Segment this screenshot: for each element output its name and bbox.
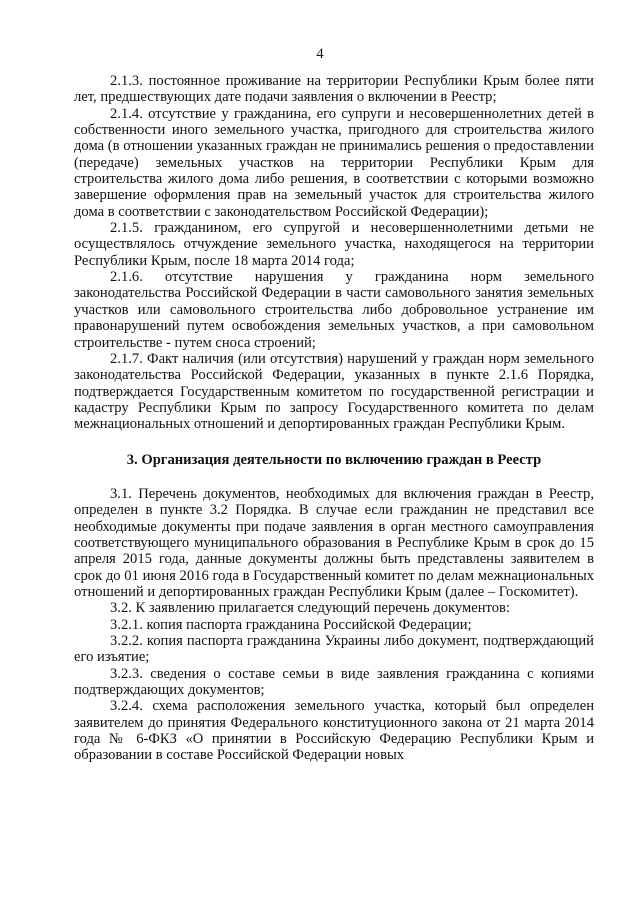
paragraph-2-1-4: 2.1.4. отсутствие у гражданина, его супруги и несовершеннолетних детей в собственности иного земельного участка, пригодного для строительства жилого дома (в отношении указанных граждан не принимались решения о предоставлении (передаче) земельных участков на территории Республики Крым для строительства жилого дома либо решения, в соответствии с которыми возможно завершение оформления прав на земельный участок для строительства жилого дома в соответствии с законодательством Российской Федерации); (74, 105, 594, 220)
paragraph-3-2-4: 3.2.4. схема расположения земельного участка, который был определен заявителем до принятия Федерального конституционного закона от 21 марта 2014 года № 6-ФКЗ «О принятии в Российскую Федерацию Республики Крым и образовании в составе Российской Федерации новых (74, 698, 594, 764)
paragraph-3-1: 3.1. Перечень документов, необходимых для включения граждан в Реестр, определен в пункте 3.2 Порядка. В случае если гражданин не представил все необходимые документы при подаче заявления в орган местного самоуправления соответствующего муниципального образования в Республике Крым в срок до 15 апреля 2015 года, данные документы должны быть представлены заявителем в срок до 01 июня 2016 года в Государственный комитет по делам межнациональных отношений и депортированных граждан Республики Крым (далее – Госкомитет). (74, 485, 594, 600)
section-heading: 3. Организация деятельности по включению граждан в Реестр (126, 451, 542, 468)
paragraph-3-2-3: 3.2.3. сведения о составе семьи в виде заявления гражданина с копиями подтверждающих документов; (74, 665, 594, 699)
paragraph-3-2-1: 3.2.1. копия паспорта гражданина Российской Федерации; (110, 616, 472, 633)
paragraph-3-2-2: 3.2.2. копия паспорта гражданина Украины либо документ, подтверждающий его изъятие; (74, 633, 594, 666)
paragraph-2-1-6: 2.1.6. отсутствие нарушения у гражданина норм земельного законодательства Российской Федерации в части самовольного занятия земельных участков или самовольного строительства либо добровольное устранение им правонарушений путем освобождения земельных участков, а при самовольном строительстве - путем сноса строений; (74, 269, 594, 351)
paragraph-2-1-5: 2.1.5. гражданином, его супругой и несовершеннолетними детьми не осуществлялось отчуждение земельного участка, находящегося на территории Республики Крым, после 18 марта 2014 года; (74, 220, 594, 269)
page-number: 4 (316, 46, 324, 62)
paragraph-2-1-7: 2.1.7. Факт наличия (или отсутствия) нарушений у граждан норм земельного законодательства Российской Федерации, указанных в пункте 2.1.6 Порядка, подтверждается Государственным комитетом по государственной регистрации и кадастру Республики Крым по запросу Государственного комитета по делам межнациональных отношений и депортированных граждан Республики Крым. (74, 350, 594, 433)
paragraph-3-2: 3.2. К заявлению прилагается следующий перечень документов: (110, 600, 510, 617)
document-body (74, 73, 594, 764)
paragraph-2-1-3: 2.1.3. постоянное проживание на территории Республики Крым более пяти лет, предшествующих дате подачи заявления о включении в Реестр; (74, 73, 594, 106)
